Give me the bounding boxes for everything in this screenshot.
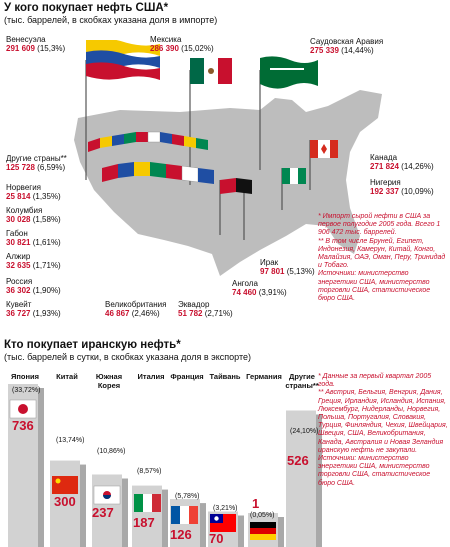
supplier-value: 46 867 [105,309,130,318]
supplier-value: 97 801 [260,267,285,276]
supplier-others [6,154,67,172]
supplier-name: Канада [370,153,398,162]
supplier-value: 286 390 [150,44,179,53]
supplier-name: Мексика [150,35,182,44]
supplier-value: 51 782 [178,309,203,318]
buyer-value-germany: 1 [252,496,260,511]
supplier-share: (2,71%) [204,309,233,318]
flag-nigeria-icon [282,168,306,184]
supplier-name: Габон [6,229,28,238]
bottom-footnote [318,373,448,488]
bar-side-taiwan [238,515,244,547]
buyer-value-china: 300 [54,494,76,509]
buyer-share-italy: (8,57%) [137,468,162,475]
supplier-russia [6,277,61,295]
supplier-colombia [6,206,61,224]
buyer-name-china: Китай [56,372,78,381]
top-footnote [318,213,448,303]
supplier-share: (5,13%) [286,267,315,276]
supplier-value: 36 727 [6,309,31,318]
buyer-name-japan: Япония [10,372,40,381]
supplier-canada [370,153,434,171]
flag-canada-icon [310,140,338,158]
supplier-share: (1,58%) [32,215,61,224]
supplier-ecuador [178,300,233,318]
buyer-share-france: (5,78%) [175,493,200,500]
supplier-share: (14,44%) [341,46,374,55]
supplier-share: (10,09%) [401,187,434,196]
flag-japan-icon [10,400,36,418]
flag-france-icon [171,506,198,524]
supplier-value: 30 028 [6,215,31,224]
bottom-title: Кто покупает иранскую нефть* [4,339,181,351]
supplier-name: Алжир [6,252,31,261]
buyer-name-taiwan: Тайвань [209,372,241,381]
flag-mexico-icon [190,58,232,84]
bottom-footnote-1: * Данные за первый квартал 2005 года. [318,373,432,389]
bar-side-italy [162,490,168,547]
flag-taiwan-icon [210,514,236,532]
supplier-value: 32 635 [6,261,31,270]
supplier-share: (3,91%) [258,288,287,297]
supplier-value: 74 460 [232,288,257,297]
supplier-name: Ирак [260,258,279,267]
buyer-value-others: 526 [287,453,309,468]
top-footnote-2: ** В том числе Бруней, Египет, Индонезия, Камерун, Китай, Конго, Малайзия, ОАЭ, Оман, Перу, Тринидад и Тобаго. [318,237,446,270]
top-footnote-1: * Импорт сырой нефти в США за первое полугодие 2005 года. Всего 1 906 472 тыс. баррелей. [318,213,441,237]
flag-china-icon [52,476,78,494]
bar-side-china [80,465,86,547]
buyer-share-others: (24,10%) [290,428,319,435]
supplier-value: 30 821 [6,238,31,247]
supplier-name: Нигерия [370,178,401,187]
supplier-share: (1,93%) [32,309,61,318]
supplier-venezuela [6,35,65,53]
flag-germany-icon [250,522,276,540]
supplier-name: Норвегия [6,183,42,192]
supplier-value: 36 302 [6,286,31,295]
supplier-name: Саудовская Аравия [310,37,384,46]
buyer-share-china: (13,74%) [56,437,85,444]
supplier-value: 271 824 [370,162,399,171]
supplier-share: (1,35%) [32,192,61,201]
buyer-value-korea: 237 [92,505,114,520]
buyer-share-germany: (0,05%) [250,512,275,519]
buyer-name-korea: Южная Корея [95,372,123,390]
bottom-footnote-2: ** Австрия, Бельгия, Венгрия, Дания, Греция, Ирландия, Исландия, Испания, Люксембург, Нидерланды, Норвегия, Польша, Португалия, Словакия, Турция, Финляндия, Чехия, Швейцария, Швеция, США, Великобритания, Канада, Австралия и Новая Зеландия иранскую нефть не закупали. [318,389,448,454]
supplier-share: (15,02%) [181,44,214,53]
supplier-value: 125 728 [6,163,35,172]
buyer-share-japan: (33,72%) [12,387,41,394]
flag-saudi-icon [260,56,318,88]
buyer-share-taiwan: (3,21%) [213,505,238,512]
supplier-value: 25 814 [6,192,31,201]
supplier-share: (1,71%) [32,261,61,270]
top-subtitle: (тыс. баррелей, в скобках указана доля в импорте) [4,15,218,25]
supplier-name: Эквадор [178,300,210,309]
supplier-share: (6,59%) [37,163,66,172]
supplier-name: Ангола [232,279,258,288]
bottom-footnote-3: Источники: министерство энергетики США, министерство торговли США, статистическое бюро США. [318,455,431,487]
supplier-kuwait [6,300,61,318]
supplier-name: Другие страны** [6,154,67,163]
supplier-share: (14,26%) [401,162,434,171]
supplier-value: 291 609 [6,44,35,53]
buyer-name-others: Другие страны** [285,372,319,390]
buyer-value-italy: 187 [133,515,155,530]
supplier-name: Кувейт [6,300,32,309]
supplier-name: Венесуэла [6,35,46,44]
supplier-name: Великобритания [105,300,167,309]
buyer-name-france: Франция [170,372,204,381]
supplier-algeria [6,252,61,270]
supplier-angola [232,279,287,297]
supplier-iraq [260,258,315,276]
bar-side-korea [122,479,128,547]
supplier-name: Колумбия [6,206,43,215]
supplier-value: 275 339 [310,46,339,55]
buyer-value-japan: 736 [12,418,34,433]
supplier-value: 192 337 [370,187,399,196]
supplier-nigeria [370,178,434,196]
supplier-norway [6,183,61,201]
flag-korea-icon [94,486,120,504]
buyer-value-france: 126 [170,527,192,542]
buyer-share-korea: (10,86%) [97,448,126,455]
buyer-name-italy: Италия [137,372,165,381]
supplier-mexico [150,35,214,53]
supplier-share: (1,90%) [32,286,61,295]
supplier-share: (15,3%) [37,44,66,53]
supplier-saudi [310,37,383,55]
bar-side-germany [278,517,284,547]
supplier-name: Россия [6,277,33,286]
top-title: У кого покупает нефть США* [4,2,169,14]
buyer-name-germany: Германия [246,372,282,381]
flag-venezuela-icon [86,40,160,80]
supplier-share: (1,61%) [32,238,61,247]
flag-italy-icon [134,494,161,512]
buyer-value-taiwan: 70 [209,531,224,546]
supplier-gabon [6,229,61,247]
bottom-subtitle: (тыс. баррелей в сутки, в скобках указана доля в экспорте) [4,352,251,362]
supplier-share: (2,46%) [131,309,160,318]
bar-side-france [200,503,206,547]
supplier-uk [105,300,166,318]
top-footnote-3: Источники: министерство энергетики США, министерство торговли США, статистическое бюро США. [318,270,431,303]
bar-side-japan [38,388,44,547]
